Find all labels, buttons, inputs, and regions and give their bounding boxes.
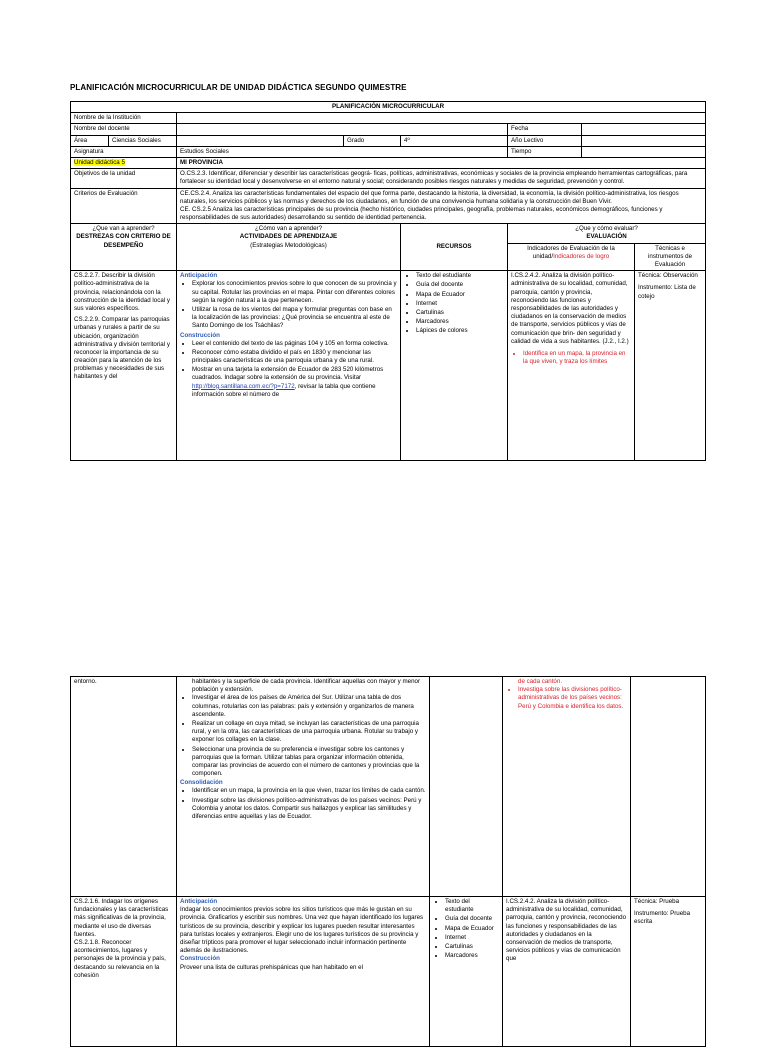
destrezas-cell (71, 897, 177, 1047)
indicadores-cell (508, 271, 635, 461)
phase-anticipacion: Anticipación (180, 898, 218, 905)
list-item: • Seleccionar una provincia de su preferencia e investigar sobre los cantones y parroquias que la forman. Utilizar tablas para organizar información obtenida, comparar las provincias de acuerdo con el número de cantones y provincias que la componen. (192, 746, 426, 779)
criterio-1: CE.CS.2.4. Analiza las características fundamentales del espacio del que forma parte, destacando la historia, la diversidad, la economía, la división político-administrativa, los riesgos naturales, los servicios públicos y las normas y derechos de los ciudadanos, en función de una convivencia humana solidaria y la construcción del Buen Vivir. (180, 189, 679, 205)
list-item: • Utilizar la rosa de los vientos del mapa y formular preguntas con base en la localización de las provincias: ¿Qué provincia se encuentra al este de Santo Domingo de los Tsáchilas? (192, 306, 397, 331)
document-title: PLANIFICACIÓN MICROCURRICULAR DE UNIDAD DIDÁCTICA SEGUNDO QUIMESTRE (70, 83, 407, 92)
list-item: • Investigar el área de los países de América del Sur. Utilizar una tabla de dos columnas, rotularlas con las palabras: país y extensión y organizarlos de manera ascendente. (192, 694, 426, 719)
instrumento: Instrumento: Prueba escrita (634, 910, 691, 926)
phase-consolidacion: Consolidación (180, 779, 223, 787)
value-asignatura: Estudios Sociales (177, 146, 508, 157)
destreza-cs216: CS.2.1.6. Indagar los orígenes fundacionales y las características más significativas de la provincia, mediante el uso de diversas fuentes. (74, 898, 169, 938)
list-item: • Marcadores (445, 952, 499, 960)
tecnicas-cell (631, 897, 706, 1047)
planning-table-page-2 (70, 676, 705, 1047)
list-item: • Identifica en un mapa, la provincia en la que viven, y traza los límites (523, 350, 631, 366)
value-institucion[interactable] (177, 113, 706, 124)
list-item: • Mostrar en una tarjeta la extensión de Ecuador de 283 520 kilómetros cuadrados. Indagar sobre la extensión de su provincia. Visitar http://blog.santillana.com.ec/?p=7172, revisar la tabla que contiene información sobre el número de (192, 366, 397, 399)
list-item: • Investiga sobre las divisiones político-administrativas de los países vecinos: Perú y Colombia e identifica los datos. (518, 686, 627, 711)
list-item: • Mapa de Ecuador (416, 291, 504, 299)
destreza-cs218: CS.2.1.8. Reconocer acontecimientos, lugares y personajes de la provincia y país, destacando su relevancia en la cohesión (74, 938, 166, 979)
header-evaluacion: ¿Que y cómo evaluar? EVALUACIÓN (508, 224, 706, 243)
list-item: • Explorar los conocimientos previos sobre lo que conocen de su provincia y su capital. Rotular las provincias en el mapa. Pintar con diferentes colores según la región natural a la que pertenecen. (192, 280, 397, 305)
tecnica: Técnica: Observación (638, 272, 698, 280)
recursos-cell (401, 271, 508, 461)
list-item: • Leer el contenido del texto de las páginas 104 y 105 en forma colectiva. (192, 340, 397, 348)
phase-construccion: Construcción (180, 331, 220, 339)
label-unidad: Unidad didáctica 5 (74, 158, 125, 166)
phase-construccion: Construcción (180, 955, 220, 963)
header-recursos: RECURSOS (401, 224, 508, 271)
list-item: • Cartulinas (416, 309, 504, 317)
list-item: • Guía del docente (416, 281, 504, 289)
value-fecha[interactable] (582, 124, 706, 135)
header-destrezas: ¿Que van a aprender? DESTREZAS CON CRITERIO DE DESEMPEÑO (71, 224, 177, 271)
tecnica: Técnica: Prueba (634, 898, 680, 905)
logro-continued: de cada cantón. (518, 678, 563, 685)
value-criterios (177, 188, 706, 224)
label-fecha: Fecha (508, 124, 582, 135)
label-area: Área (71, 135, 109, 146)
list-item: • Identificar en un mapa, la provincia en la que viven, trazar los límites de cada cantón. (192, 787, 426, 795)
phase-anticipacion: Anticipación (180, 272, 218, 280)
destreza-cs227: CS.2.2.7. Describir la división político-administrativa de la provincia, relacionándola con la construcción de la identidad local y sus valores específicos. (74, 272, 170, 312)
list-item: • Internet (445, 934, 499, 942)
recursos-cell (430, 897, 503, 1047)
table-title: PLANIFICACIÓN MICROCURRICULAR (71, 102, 706, 113)
planning-table-page-1 (70, 101, 705, 461)
recursos-cell (430, 677, 503, 897)
list-item: • Marcadores (416, 318, 504, 326)
list-item: • Mapa de Ecuador (445, 925, 499, 933)
list-item: • Guía del docente (445, 915, 499, 923)
destreza-cs229: CS.2.2.9. Comparar las parroquias urbanas y rurales a partir de su ubicación, organización administrativa y división territorial y reconocer la importancia de su creación para la atención de los problemas y necesidades de sus habitantes y del (74, 316, 170, 381)
label-institucion: Nombre de la Institución (71, 113, 177, 124)
tecnicas-cell (631, 677, 706, 897)
destrezas-cell: entorno. (71, 677, 177, 897)
list-item: • Cartulinas (445, 943, 499, 951)
value-objetivos: O.CS.2.3. Identificar, diferenciar y describir las características geográ- ficas, políticas, administrativas, económicas y sociales de la provincia empleando herramientas cartográficas, para fortalecer su identidad local y desenvolverse en el entorno natural y social; considerando posibles riesgos naturales y medidas de seguridad, prevención y control. (177, 169, 706, 188)
indicadores-cell: I.CS.2.4.2. Analiza la división político-administrativa de su localidad, comunidad, parroquia, cantón y provincia, reconociendo las funciones y responsabilidades de las autoridades y ciudadanos en la conservación de medios de transporte, servicios públicos y vías de comunicación que (503, 897, 631, 1047)
label-docente: Nombre del docente (71, 124, 177, 135)
list-item: • Texto del estudiante (445, 898, 499, 914)
label-criterios: Criterios de Evaluación (71, 188, 177, 224)
construccion-text: Proveer una lista de culturas prehispánicas que han habitado en el (180, 963, 363, 971)
list-item: • Texto del estudiante (416, 272, 504, 280)
label-asignatura: Asignatura (71, 146, 177, 157)
actividades-cell (177, 677, 430, 897)
list-item: • Internet (416, 300, 504, 308)
list-item: • Lápices de colores (416, 327, 504, 335)
indicador-ics242: I.CS.2.4.2. Analiza la división político-administrativa de su localidad, comunidad, parroquia, cantón y provincia, reconociendo las funciones y responsabilidades de las autoridades y ciudadanos en la conservación de medios de transporte, servicios públicos y vías de comunicación que brin- den seguridad y calidad de vida a sus habitantes. (J.2., I.2.) (511, 272, 629, 345)
label-tiempo: Tiempo (508, 146, 582, 157)
anticipacion-text: Indagar los conocimientos previos sobre los sitios turísticos que más le gustan en su provincia. Graficarlos y escribir sus nombres. Una vez que hayan identificado los lugares turísticos de su provincia, describir y explicar los lugares pueden resultar interesantes para turistas locales y extranjeros. Elegir uno de los lugares turísticos de su provincia y diseñar trípticos para promover el lugar seleccionado incluir información pertinente además de ilustraciones. (180, 906, 424, 955)
continued-text: habitantes y la superficie de cada provincia. Identificar aquellas con mayor y menor población y extensión. (192, 678, 421, 694)
tecnicas-cell (635, 271, 706, 461)
criterio-2: CE. CS.2.5 Analiza las características principales de su provincia (hecho histórico, ciudades principales, geografía, problemas naturales, económicos demográficos, funciones y responsabilidades de sus autoridades) desarrollando su sentido de identidad pertenencia. (180, 205, 663, 222)
label-objetivos: Objetivos de la unidad (71, 169, 177, 188)
value-docente[interactable] (177, 124, 508, 135)
actividades-cell (177, 897, 430, 1047)
value-unidad: MI PROVINCIA (177, 157, 706, 168)
indicadores-cell (503, 677, 631, 897)
header-actividades: ¿Cómo van a aprender? ACTIVIDADES DE APRENDIZAJE (Estrategias Metodológicas) (177, 224, 401, 271)
label-grado: Grado (344, 135, 401, 146)
actividades-cell (177, 271, 401, 461)
list-item: • Reconocer cómo estaba dividido el país en 1830 y mencionar las principales características de una parroquia urbana y de una rural. (192, 349, 397, 365)
value-tiempo[interactable] (582, 146, 706, 157)
list-item: • Realizar un collage en cuya mitad, se incluyan las características de una parroquia rural, y en la otra, las características de una parroquia urbana. Rotular su trabajo y exponer los collages en la clase. (192, 720, 426, 745)
blog-link[interactable]: http://blog.santillana.com.ec/?p=7172 (192, 382, 295, 390)
destrezas-cell (71, 271, 177, 461)
label-anio: Año Lectivo (508, 135, 582, 146)
instrumento: Instrumento: Lista de cotejo (638, 284, 696, 300)
list-item: • Investigar sobre las divisiones político-administrativas de los países vecinos: Perú y Colombia y anotar los datos. Compartir sus hallazgos y explicar las similitudes y diferencias entre aquellas y las de Ecuador. (192, 797, 426, 822)
value-anio[interactable] (582, 135, 706, 146)
value-area: Ciencias Sociales (109, 135, 177, 146)
header-indicadores: Indicadores de Evaluación de la unidad/Indicadores de logro (508, 243, 635, 271)
header-tecnicas: Técnicas e instrumentos de Evaluación (635, 243, 706, 271)
value-grado: 4º (401, 135, 508, 146)
